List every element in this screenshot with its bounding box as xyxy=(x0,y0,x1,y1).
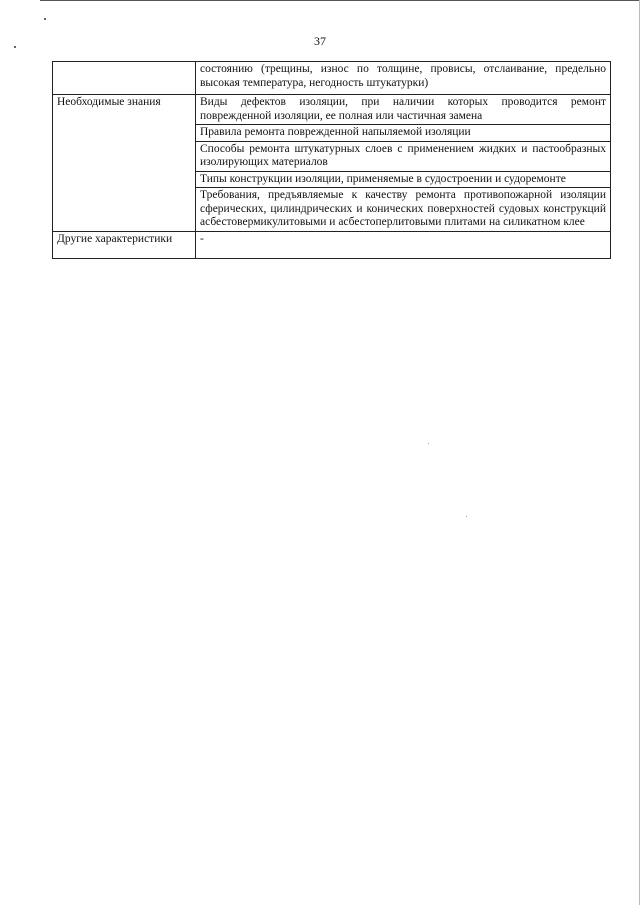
table-row xyxy=(53,95,611,125)
continuation-text: состоянию (трещины, износ по толщине, провисы, отслаивание, предельно высокая температура, негодность штукатурки) xyxy=(196,62,611,95)
knowledge-item: Виды дефектов изоляции, при наличии которых проводится ремонт поврежденной изоляции, ее полная или частичная замена xyxy=(196,95,611,125)
scan-speck xyxy=(466,516,467,517)
knowledge-item: Типы конструкции изоляции, применяемые в судостроении и судоремонте xyxy=(196,171,611,188)
requirements-table xyxy=(52,61,611,259)
knowledge-label: Необходимые знания xyxy=(53,95,196,232)
knowledge-item: Правила ремонта поврежденной напыляемой изоляции xyxy=(196,125,611,142)
scan-edge-top xyxy=(40,0,640,1)
table-row xyxy=(53,62,611,95)
scan-speck xyxy=(44,18,46,20)
other-characteristics-label: Другие характеристики xyxy=(53,231,196,258)
other-characteristics-value: - xyxy=(196,231,611,258)
page-number: 37 xyxy=(314,34,326,48)
empty-label-cell xyxy=(53,62,196,95)
table-row xyxy=(53,231,611,258)
scan-speck xyxy=(428,443,429,444)
knowledge-item: Требования, предъявляемые к качеству ремонта противопожарной изоляции сферических, цилиндрических и конических поверхностей судовых конструкций асбестовермикулитовыми и асбестоперлитовыми плитами на силикатном клее xyxy=(196,188,611,232)
knowledge-item: Способы ремонта штукатурных слоев с применением жидких и пастообразных изолирующих материалов xyxy=(196,141,611,171)
